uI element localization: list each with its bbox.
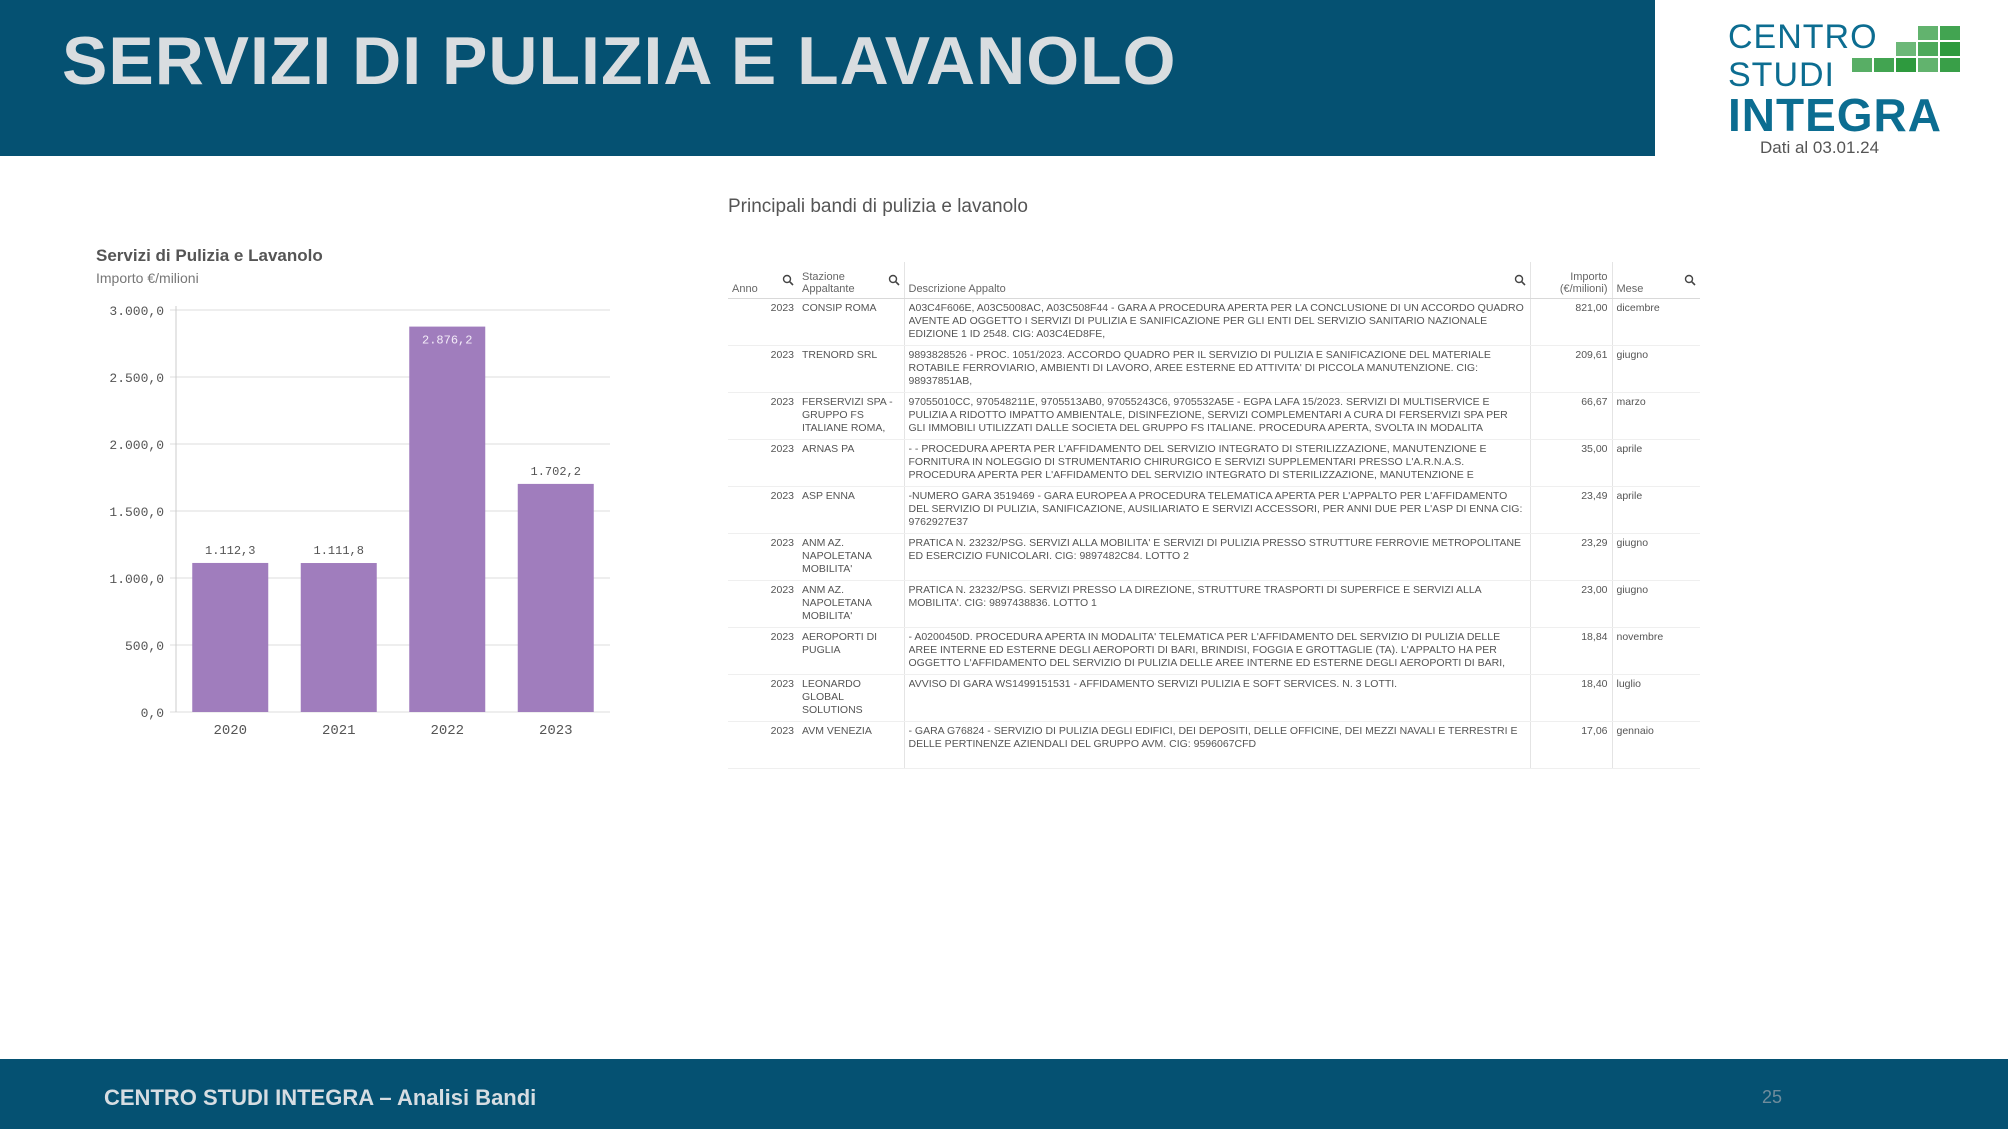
cell-descrizione: [904, 580, 1530, 627]
search-icon[interactable]: [1684, 274, 1696, 286]
bar-chart: [90, 290, 620, 750]
header-anno[interactable]: [728, 262, 798, 298]
cell-importo: 18,84: [1530, 627, 1612, 674]
cell-stazione-text: ARNAS PA: [802, 442, 855, 455]
y-tick-label: 1.000,0: [109, 572, 164, 587]
cell-anno: 2023: [728, 627, 798, 674]
data-label: 1.111,8: [313, 544, 364, 559]
cell-stazione-text: TRENORD SRL: [802, 348, 878, 361]
cell-mese: giugno: [1612, 533, 1700, 580]
x-tick-label: 2023: [538, 723, 573, 739]
header-mese[interactable]: [1612, 262, 1700, 298]
cell-descrizione: [904, 627, 1530, 674]
cell-descrizione: [904, 439, 1530, 486]
table-row[interactable]: [728, 298, 1700, 345]
cell-mese: novembre: [1612, 627, 1700, 674]
cell-stazione: [798, 486, 904, 533]
cell-descrizione-text: - GARA G76824 - SERVIZIO DI PULIZIA DEGLI EDIFICI, DEI DEPOSITI, DELLE OFFICINE, DEI MEZZI NAVALI E TERRESTRI E DELLE PERTINENZE AZIENDALI DEL GRUPPO AVM. CIG: 9596067CFD: [908, 724, 1518, 750]
page-title: SERVIZI DI PULIZIA E LAVANOLO: [62, 23, 1177, 99]
header-mese-label: Mese: [1616, 282, 1644, 295]
cell-descrizione-text: PRATICA N. 23232/PSG. SERVIZI ALLA MOBILITA' E SERVIZI DI PULIZIA PRESSO STRUTTURE FERROVIE METROPOLITANE ED ESERCIZIO FUNICOLARI. CIG: 9897482C84. LOTTO 2: [908, 536, 1522, 562]
table-row[interactable]: [728, 533, 1700, 580]
header-stazione[interactable]: [798, 262, 904, 298]
y-tick-label: 2.000,0: [109, 438, 164, 453]
table-row[interactable]: [728, 721, 1700, 768]
cell-descrizione: [904, 674, 1530, 721]
cell-stazione-text: ANM AZ. NAPOLETANA MOBILITA': [802, 583, 872, 622]
table-row[interactable]: [728, 627, 1700, 674]
cell-anno: 2023: [728, 486, 798, 533]
tenders-table: [728, 262, 1700, 769]
table-row[interactable]: [728, 580, 1700, 627]
cell-descrizione-text: PRATICA N. 23232/PSG. SERVIZI PRESSO LA DIREZIONE, STRUTTURE TRASPORTI DI SUPERFICE E SERVIZI ALLA MOBILITA'. CIG: 9897438836. LOTTO 1: [908, 583, 1482, 609]
cell-stazione-text: FERSERVIZI SPA - GRUPPO FS ITALIANE ROMA,: [802, 395, 893, 434]
cell-descrizione: [904, 486, 1530, 533]
cell-importo: 821,00: [1530, 298, 1612, 345]
cell-descrizione-text: 97055010CC, 970548211E, 9705513AB0, 97055243C6, 9705532A5E - EGPA LAFA 15/2023. SERVIZI DI MULTISERVICE E PULIZIA A RIDOTTO IMPATTO AMBIENTALE, DISINFEZIONE, SERVIZI COMPLEMENTARI A CURA DI FERSERVIZI SPA PER GLI IMMOBILI UTILIZZATI DALLE SOCIETA DEL GRUPPO FS ITALIANE. PROCEDURA APERTA, SVOLTA IN MODALITA: [908, 395, 1508, 434]
cell-mese: marzo: [1612, 392, 1700, 439]
logo-line-integra: INTEGRA: [1728, 89, 1942, 141]
cell-descrizione-text: A03C4F606E, A03C5008AC, A03C508F44 - GARA A PROCEDURA APERTA PER LA CONCLUSIONE DI UN ACCORDO QUADRO AVENTE AD OGGETTO I SERVIZI DI PULIZIA E SANIFICAZIONE PER GLI ENTI DEL SERVIZIO SANITARIO NAZIONALE EDIZIONE 1 ID 2548. CIG: A03C4ED8FE,: [908, 301, 1524, 340]
cell-importo: 23,49: [1530, 486, 1612, 533]
footer-text: CENTRO STUDI INTEGRA – Analisi Bandi: [104, 1085, 537, 1110]
cell-anno: 2023: [728, 721, 798, 768]
data-label: 2.876,2: [422, 333, 473, 348]
cell-mese: giugno: [1612, 345, 1700, 392]
table-row[interactable]: [728, 439, 1700, 486]
table-header-row: [728, 262, 1700, 298]
cell-stazione: [798, 439, 904, 486]
cell-importo: 23,29: [1530, 533, 1612, 580]
cell-stazione: [798, 345, 904, 392]
header-descrizione-label: Descrizione Appalto: [908, 282, 1006, 295]
cell-mese: dicembre: [1612, 298, 1700, 345]
x-tick-label: 2020: [213, 723, 248, 739]
table-row[interactable]: [728, 486, 1700, 533]
cell-stazione-text: LEONARDO GLOBAL SOLUTIONS: [802, 677, 863, 716]
cell-stazione: [798, 721, 904, 768]
cell-mese: gennaio: [1612, 721, 1700, 768]
cell-anno: 2023: [728, 580, 798, 627]
cell-anno: 2023: [728, 392, 798, 439]
cell-descrizione-text: - - PROCEDURA APERTA PER L'AFFIDAMENTO DEL SERVIZIO INTEGRATO DI STERILIZZAZIONE, MANUTENZIONE E FORNITURA IN NOLEGGIO DI STRUMENTARIO CHIRURGICO E SERVIZI SUPPLEMENTARI PRESSO L'A.R.N.A.S. PROCEDURA APERTA PER L'AFFIDAMENTO DEL SERVIZIO INTEGRATO DI STERILIZZAZIONE, MANUTENZIONE E: [908, 442, 1487, 481]
cell-mese: aprile: [1612, 439, 1700, 486]
bar-2021[interactable]: [301, 563, 377, 712]
header-importo[interactable]: [1530, 262, 1612, 298]
x-tick-label: 2022: [430, 723, 465, 739]
cell-stazione: [798, 674, 904, 721]
cell-descrizione: [904, 721, 1530, 768]
data-date: Dati al 03.01.24: [1760, 138, 1880, 157]
cell-importo: 18,40: [1530, 674, 1612, 721]
cell-anno: 2023: [728, 674, 798, 721]
cell-stazione: [798, 533, 904, 580]
cell-importo: 17,06: [1530, 721, 1612, 768]
y-tick-label: 1.500,0: [109, 505, 164, 520]
cell-stazione: [798, 627, 904, 674]
cell-stazione-text: AVM VENEZIA: [802, 724, 872, 737]
cell-importo: 35,00: [1530, 439, 1612, 486]
search-icon[interactable]: [888, 274, 900, 286]
header-importo-label: Importo (€/milioni): [1559, 270, 1608, 295]
cell-descrizione-text: AVVISO DI GARA WS1499151531 - AFFIDAMENTO SERVIZI PULIZIA E SOFT SERVICES. N. 3 LOTTI.: [908, 677, 1398, 690]
cell-importo: 209,61: [1530, 345, 1612, 392]
cell-descrizione-text: - A0200450D. PROCEDURA APERTA IN MODALITA' TELEMATICA PER L'AFFIDAMENTO DEL SERVIZIO DI PULIZIA DELLE AREE INTERNE ED ESTERNE DEGLI AEROPORTI DI BARI, BRINDISI, FOGGIA E GROTTAGLIE (TA). L'APPALTO HA PER OGGETTO L'AFFIDAMENTO DEL SERVIZIO DI PULIZIA DELLE AREE INTERNE ED ESTERNE DEGLI AEROPORTI DI BARI,: [908, 630, 1506, 669]
y-tick-label: 2.500,0: [109, 371, 164, 386]
cell-stazione: [798, 392, 904, 439]
cell-mese: luglio: [1612, 674, 1700, 721]
cell-descrizione-text: -NUMERO GARA 3519469 - GARA EUROPEA A PROCEDURA TELEMATICA APERTA PER L'APPALTO PER L'AFFIDAMENTO DEL SERVIZIO DI PULIZIA, SANIFICAZIONE, AUSILIARIATO E SERVIZI ACCESSORI, PER ANNI DUE PER L'ASP DI ENNA CIG: 9762927E37: [908, 489, 1523, 528]
bar-2022[interactable]: [409, 327, 485, 712]
cell-descrizione: [904, 392, 1530, 439]
cell-descrizione: [904, 298, 1530, 345]
logo-line-centro: CENTRO: [1728, 18, 1878, 56]
data-label: 1.112,3: [205, 543, 256, 558]
chart-subtitle: Importo €/milioni: [96, 270, 199, 286]
cell-importo: 66,67: [1530, 392, 1612, 439]
cell-mese: giugno: [1612, 580, 1700, 627]
header-descrizione[interactable]: [904, 262, 1530, 298]
cell-anno: 2023: [728, 439, 798, 486]
cell-stazione-text: ASP ENNA: [802, 489, 855, 502]
header-anno-label: Anno: [732, 282, 758, 295]
table-row[interactable]: [728, 674, 1700, 721]
table-title: Principali bandi di pulizia e lavanolo: [728, 196, 1028, 217]
logo-line-studi: STUDI: [1728, 56, 1835, 94]
page-number: 25: [1762, 1087, 1783, 1107]
cell-stazione-text: AEROPORTI DI PUGLIA: [802, 630, 878, 656]
cell-anno: 2023: [728, 298, 798, 345]
bar-2020[interactable]: [192, 563, 268, 712]
table-row[interactable]: [728, 345, 1700, 392]
chart-title: Servizi di Pulizia e Lavanolo: [96, 246, 323, 265]
bar-2023[interactable]: [518, 484, 594, 712]
search-icon[interactable]: [1514, 274, 1526, 286]
logo-blocks-icon: [1850, 18, 1960, 90]
cell-stazione: [798, 298, 904, 345]
cell-stazione-text: ANM AZ. NAPOLETANA MOBILITA': [802, 536, 872, 575]
cell-stazione: [798, 580, 904, 627]
table-row[interactable]: [728, 392, 1700, 439]
y-tick-label: 500,0: [124, 639, 164, 654]
header-stazione-label: Stazione Appaltante: [802, 270, 855, 295]
cell-descrizione-text: 9893828526 - PROC. 1051/2023. ACCORDO QUADRO PER IL SERVIZIO DI PULIZIA E SANIFICAZIONE DEL MATERIALE ROTABILE FERROVIARIO, AMBIENTI DI LAVORO, AREE ESTERNE ED ATTIVITA' DI PICCOLA MANUTENZIONE. CIG: 98937851AB,: [908, 348, 1491, 387]
cell-anno: 2023: [728, 533, 798, 580]
cell-anno: 2023: [728, 345, 798, 392]
cell-descrizione: [904, 345, 1530, 392]
cell-descrizione: [904, 533, 1530, 580]
search-icon[interactable]: [782, 274, 794, 286]
cell-mese: aprile: [1612, 486, 1700, 533]
cell-importo: 23,00: [1530, 580, 1612, 627]
y-tick-label: 0,0: [140, 706, 164, 721]
logo: [1700, 10, 1990, 160]
y-tick-label: 3.000,0: [109, 304, 164, 319]
x-tick-label: 2021: [321, 723, 356, 739]
cell-stazione-text: CONSIP ROMA: [802, 301, 877, 314]
data-label: 1.702,2: [530, 464, 581, 479]
